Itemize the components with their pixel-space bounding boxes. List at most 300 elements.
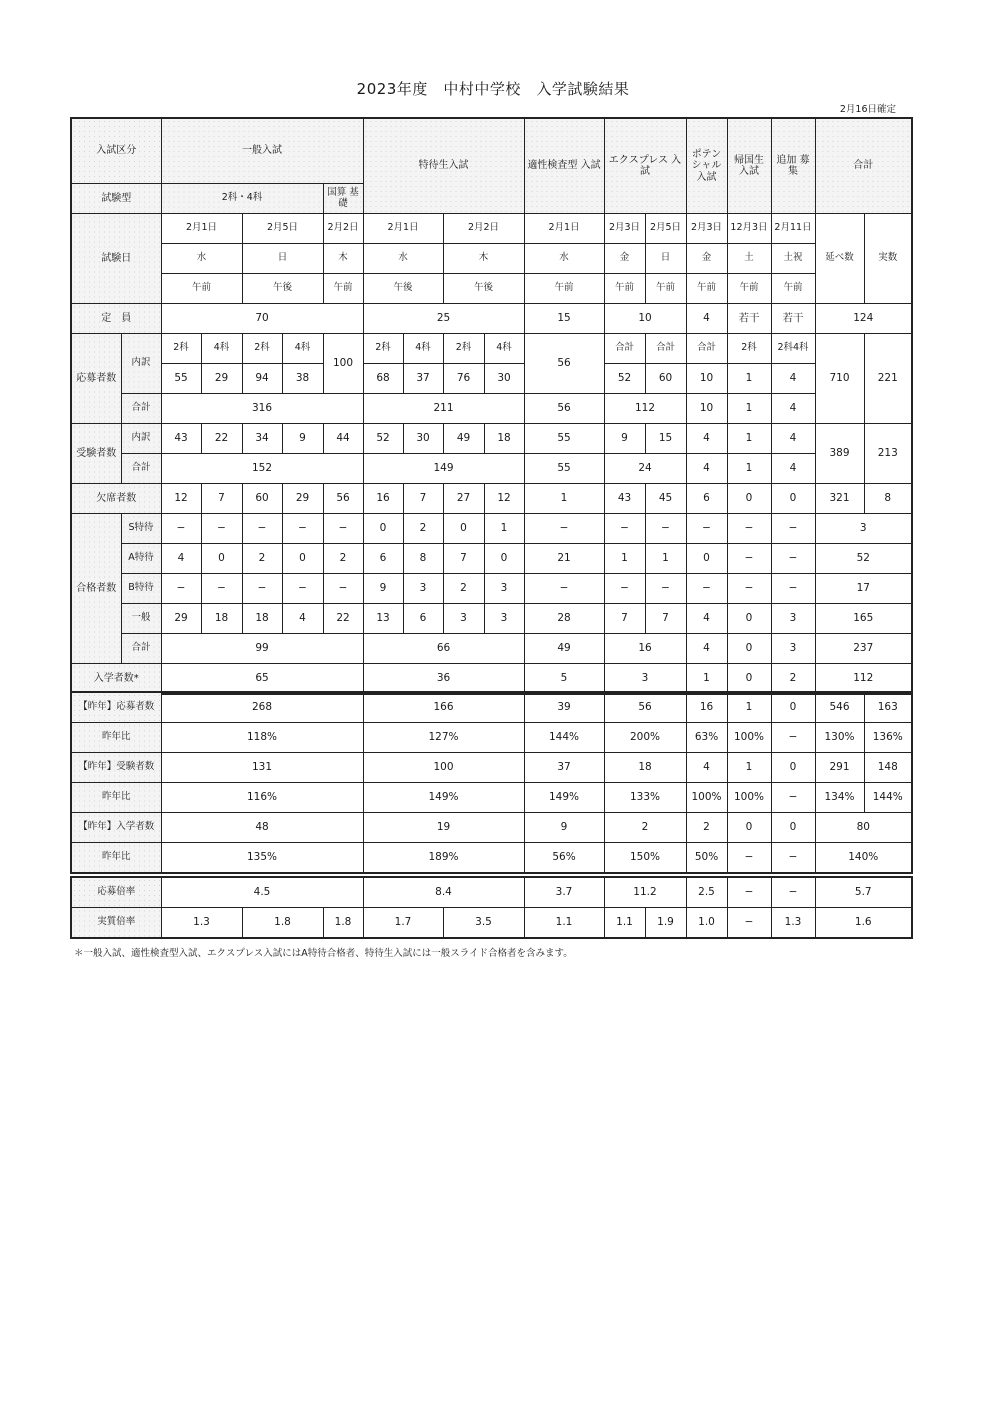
prev-cell: 0 [771, 692, 815, 723]
weekday-cell: 水 [363, 244, 443, 274]
applicants-cell: 29 [201, 364, 242, 394]
potential-header: ポテン シャル 入試 [686, 118, 727, 214]
applicants-total-cell: 56 [524, 394, 604, 424]
ratio-cell: − [727, 877, 771, 908]
ratio-cell: − [727, 908, 771, 939]
applicants-total-label: 合計 [121, 394, 161, 424]
absentees-label: 欠席者数 [71, 484, 161, 514]
capacity-cell: 10 [604, 304, 686, 334]
subject-cell: 合計 [645, 334, 686, 364]
passers-cell: 2 [403, 514, 443, 544]
passers-cell: 29 [161, 604, 201, 634]
applicants-cell: 76 [443, 364, 484, 394]
absentees-cell: 45 [645, 484, 686, 514]
applicants-total-cell: 1 [727, 394, 771, 424]
passers-cell: − [201, 574, 242, 604]
prev-cell: − [771, 843, 815, 874]
passers-cell: − [604, 574, 645, 604]
enrolled-cell: 65 [161, 664, 363, 695]
passers-total-label: 合計 [121, 634, 161, 664]
nobe-header: 延べ数 [815, 214, 864, 304]
passers-cell: 18 [201, 604, 242, 634]
passers-b-row [71, 574, 912, 604]
subject-cell: 2科 [242, 334, 282, 364]
absentees-cell: 7 [201, 484, 242, 514]
prev-cell: 134% [815, 783, 864, 813]
applicants-cell: 10 [686, 364, 727, 394]
examinees-cell: 213 [864, 424, 912, 484]
weekday-cell: 日 [242, 244, 323, 274]
subject-cell: 合計 [604, 334, 645, 364]
applicants-total-cell: 4 [771, 394, 815, 424]
examinees-total-cell: 4 [686, 454, 727, 484]
passers-cell: 0 [727, 604, 771, 634]
prev-examinees-row [71, 753, 912, 783]
tokutai-header: 特待生入試 [363, 118, 524, 214]
tsuika-header: 追加 募集 [771, 118, 815, 214]
examinees-cell: 15 [645, 424, 686, 454]
prev-cell: 131 [161, 753, 363, 783]
ratio-cell: 1.9 [645, 908, 686, 939]
passers-cell: 2 [242, 544, 282, 574]
header-row [71, 118, 912, 184]
applicants-cell: 221 [864, 334, 912, 424]
applicants-cell: 100 [323, 334, 363, 394]
footnote: ＊一般入試、適性検査型入試、エクスプレス入試にはA特待合格者、特待生入試には一般スライド合格者を含みます。 [74, 948, 573, 959]
examinees-cell: 44 [323, 424, 363, 454]
examinees-cell: 30 [403, 424, 443, 454]
prev-ratio-label: 昨年比 [71, 783, 161, 813]
applicants-cell: 94 [242, 364, 282, 394]
prev-cell: 16 [686, 692, 727, 723]
prev-cell: 150% [604, 843, 686, 874]
total-header: 合計 [815, 118, 912, 214]
passers-cell: 0 [686, 544, 727, 574]
absentees-cell: 1 [524, 484, 604, 514]
examinees-total-cell: 55 [524, 454, 604, 484]
absentees-cell: 16 [363, 484, 403, 514]
examinees-cell: 18 [484, 424, 524, 454]
examinees-total-cell: 1 [727, 454, 771, 484]
passers-total-cell: 16 [604, 634, 686, 664]
ratio-cell: − [771, 877, 815, 908]
prev-cell: 149% [524, 783, 604, 813]
ratio-cell: 1.8 [323, 908, 363, 939]
prev-cell: 163 [864, 692, 912, 723]
passers-cell: 3 [771, 604, 815, 634]
prev-cell: 144% [524, 723, 604, 753]
passers-cell: 3 [815, 514, 912, 544]
absentees-cell: 60 [242, 484, 282, 514]
absentees-cell: 321 [815, 484, 864, 514]
date-cell: 2月3日 [604, 214, 645, 244]
absentees-cell: 27 [443, 484, 484, 514]
ratio-cell: 1.0 [686, 908, 727, 939]
passers-cell: − [727, 544, 771, 574]
passers-cell: 1 [604, 544, 645, 574]
passers-cell: − [727, 574, 771, 604]
absentees-cell: 0 [771, 484, 815, 514]
ratio-cell: 1.3 [161, 908, 242, 939]
examinees-total-cell: 24 [604, 454, 686, 484]
ratio-cell: 1.7 [363, 908, 443, 939]
absentees-cell: 6 [686, 484, 727, 514]
enrolled-cell: 1 [686, 664, 727, 695]
examinees-cell: 9 [282, 424, 323, 454]
passers-cell: − [645, 514, 686, 544]
enrolled-cell: 2 [771, 664, 815, 695]
capacity-cell: 25 [363, 304, 524, 334]
examinees-cell: 22 [201, 424, 242, 454]
time-cell: 午前 [524, 274, 604, 304]
weekday-cell: 金 [604, 244, 645, 274]
ratio-cell: 1.6 [815, 908, 912, 939]
prev-cell: 100% [727, 723, 771, 753]
passers-cell: 3 [484, 574, 524, 604]
passers-s-row [71, 514, 912, 544]
passers-cell: − [686, 514, 727, 544]
applicants-cell: 4 [771, 364, 815, 394]
passers-cell: 0 [201, 544, 242, 574]
prev-cell: 200% [604, 723, 686, 753]
prev-applicants-label: 【昨年】応募者数 [71, 692, 161, 723]
application-ratio-label: 応募倍率 [71, 877, 161, 908]
capacity-cell: 若干 [771, 304, 815, 334]
prev-enrolled-label: 【昨年】入学者数 [71, 813, 161, 843]
prev-cell: 166 [363, 692, 524, 723]
time-cell: 午後 [242, 274, 323, 304]
applicants-cell: 52 [604, 364, 645, 394]
applicants-total-cell: 10 [686, 394, 727, 424]
weekday-cell: 水 [161, 244, 242, 274]
prev-cell: 291 [815, 753, 864, 783]
date-cell: 2月2日 [323, 214, 363, 244]
passers-cell: 0 [363, 514, 403, 544]
passers-cell: − [201, 514, 242, 544]
passers-cell: − [323, 514, 363, 544]
prev-cell: 0 [727, 813, 771, 843]
examinees-total-label: 合計 [121, 454, 161, 484]
absentees-cell: 12 [161, 484, 201, 514]
capacity-cell: 4 [686, 304, 727, 334]
examinees-total-cell: 152 [161, 454, 363, 484]
passers-cell: 6 [403, 604, 443, 634]
prev-ratio-label: 昨年比 [71, 843, 161, 874]
prev-cell: 50% [686, 843, 727, 874]
prev-cell: 133% [604, 783, 686, 813]
passers-total-cell: 3 [771, 634, 815, 664]
ratio-cell: 3.5 [443, 908, 524, 939]
absentees-cell: 7 [403, 484, 443, 514]
passers-cell: − [242, 514, 282, 544]
examinees-cell: 43 [161, 424, 201, 454]
passers-cell: 4 [282, 604, 323, 634]
actual-ratio-label: 実質倍率 [71, 908, 161, 939]
applicants-sub-row [71, 334, 912, 364]
enrolled-row [71, 664, 912, 695]
prev-examinees-ratio-row [71, 783, 912, 813]
weekday-cell: 日 [645, 244, 686, 274]
applicants-cell: 1 [727, 364, 771, 394]
passers-cell: 4 [686, 604, 727, 634]
passers-cell: 18 [242, 604, 282, 634]
passers-cell: 2 [443, 574, 484, 604]
time-cell: 午前 [161, 274, 242, 304]
examinees-cell: 4 [771, 424, 815, 454]
capacity-cell: 124 [815, 304, 912, 334]
passers-cell: − [727, 514, 771, 544]
passers-cell: 3 [443, 604, 484, 634]
prev-ratio-label: 昨年比 [71, 723, 161, 753]
exam-type-kokusan: 国算 基礎 [323, 184, 363, 214]
capacity-cell: 若干 [727, 304, 771, 334]
prev-enrolled-row [71, 813, 912, 843]
prev-cell: 19 [363, 813, 524, 843]
prev-cell: 2 [686, 813, 727, 843]
examinees-cell: 9 [604, 424, 645, 454]
applicants-cell: 68 [363, 364, 403, 394]
passers-cell: 1 [484, 514, 524, 544]
passers-cell: − [524, 514, 604, 544]
prev-cell: 0 [771, 813, 815, 843]
ratio-cell: 3.7 [524, 877, 604, 908]
weekday-row [71, 244, 912, 274]
time-cell: 午前 [727, 274, 771, 304]
prev-cell: 144% [864, 783, 912, 813]
prev-cell: 268 [161, 692, 363, 723]
enrolled-cell: 5 [524, 664, 604, 695]
applicants-cell: 37 [403, 364, 443, 394]
tekisei-header: 適性検査型 入試 [524, 118, 604, 214]
passers-label: 合格者数 [71, 514, 121, 664]
examinees-breakdown-label: 内訳 [121, 424, 161, 454]
passers-total-cell: 66 [363, 634, 524, 664]
subject-cell: 4科 [201, 334, 242, 364]
examinees-row [71, 424, 912, 454]
jissu-header: 実数 [864, 214, 912, 304]
subject-cell: 4科 [403, 334, 443, 364]
passers-cell: 8 [403, 544, 443, 574]
passers-cell: 22 [323, 604, 363, 634]
applicants-cell: 56 [524, 334, 604, 394]
prev-cell: − [771, 723, 815, 753]
prev-cell: 148 [864, 753, 912, 783]
applicants-total-cell: 211 [363, 394, 524, 424]
absentees-cell: 56 [323, 484, 363, 514]
prev-cell: 149% [363, 783, 524, 813]
passers-a-row [71, 544, 912, 574]
passers-general-row [71, 604, 912, 634]
time-cell: 午前 [771, 274, 815, 304]
passers-total-cell: 4 [686, 634, 727, 664]
examinees-cell: 55 [524, 424, 604, 454]
passers-cell: − [604, 514, 645, 544]
actual-ratio-row [71, 908, 912, 939]
weekday-cell: 金 [686, 244, 727, 274]
applicants-cell: 30 [484, 364, 524, 394]
prev-cell: 136% [864, 723, 912, 753]
passers-cell: − [771, 544, 815, 574]
ratio-cell: 1.1 [524, 908, 604, 939]
passers-cell: − [282, 514, 323, 544]
passers-cell: 13 [363, 604, 403, 634]
exam-type-2-4: 2科・4科 [161, 184, 323, 214]
prev-cell: 80 [815, 813, 912, 843]
prev-cell: 1 [727, 692, 771, 723]
passers-cell: − [771, 574, 815, 604]
weekday-cell: 土 [727, 244, 771, 274]
absentees-cell: 12 [484, 484, 524, 514]
capacity-cell: 15 [524, 304, 604, 334]
date-cell: 2月1日 [161, 214, 242, 244]
date-cell: 2月2日 [443, 214, 524, 244]
exam-date-row [71, 214, 912, 244]
applicants-cell: 55 [161, 364, 201, 394]
prev-cell: 100% [686, 783, 727, 813]
prev-applicants-row [71, 692, 912, 723]
prev-cell: 100% [727, 783, 771, 813]
ratio-cell: 4.5 [161, 877, 363, 908]
passers-cell: − [771, 514, 815, 544]
absentees-row [71, 484, 912, 514]
enrolled-cell: 0 [727, 664, 771, 695]
applicants-cell: 710 [815, 334, 864, 424]
passers-cell: 0 [282, 544, 323, 574]
subject-cell: 4科 [282, 334, 323, 364]
prev-cell: 48 [161, 813, 363, 843]
absentees-cell: 29 [282, 484, 323, 514]
passers-cell: 7 [645, 604, 686, 634]
date-cell: 12月3日 [727, 214, 771, 244]
enrolled-label: 入学者数* [71, 664, 161, 695]
passers-cell: − [323, 574, 363, 604]
examinees-cell: 34 [242, 424, 282, 454]
passers-cell: − [686, 574, 727, 604]
prev-cell: 546 [815, 692, 864, 723]
prev-cell: 0 [771, 753, 815, 783]
confirmation-date: 2月16日確定 [839, 104, 896, 115]
passers-cell: 7 [443, 544, 484, 574]
subject-cell: 4科 [484, 334, 524, 364]
time-cell: 午後 [443, 274, 524, 304]
examinees-cell: 4 [686, 424, 727, 454]
passers-cell: 6 [363, 544, 403, 574]
time-cell: 午前 [323, 274, 363, 304]
time-row [71, 274, 912, 304]
ratio-cell: 1.3 [771, 908, 815, 939]
prev-cell: 63% [686, 723, 727, 753]
time-cell: 午前 [604, 274, 645, 304]
date-cell: 2月1日 [363, 214, 443, 244]
applicants-value-row [71, 364, 912, 394]
time-cell: 午前 [645, 274, 686, 304]
express-header: エクスプレス 入試 [604, 118, 686, 214]
passers-cell: 2 [323, 544, 363, 574]
prev-enrolled-ratio-row [71, 843, 912, 874]
examinees-total-cell: 149 [363, 454, 524, 484]
absentees-cell: 43 [604, 484, 645, 514]
prev-cell: 135% [161, 843, 363, 874]
subject-cell: 2科 [161, 334, 201, 364]
applicants-total-cell: 316 [161, 394, 363, 424]
weekday-cell: 水 [524, 244, 604, 274]
weekday-cell: 土祝 [771, 244, 815, 274]
applicants-label: 応募者数 [71, 334, 121, 424]
prev-cell: 4 [686, 753, 727, 783]
examinees-cell: 52 [363, 424, 403, 454]
time-cell: 午前 [686, 274, 727, 304]
passers-cell: 28 [524, 604, 604, 634]
examinees-label: 受験者数 [71, 424, 121, 484]
weekday-cell: 木 [323, 244, 363, 274]
passers-cell: − [645, 574, 686, 604]
previous-year-table [70, 691, 913, 874]
passers-general-label: 一般 [121, 604, 161, 634]
prev-cell: − [727, 843, 771, 874]
ratio-cell: 1.8 [242, 908, 323, 939]
passers-a-label: A特待 [121, 544, 161, 574]
prev-applicants-ratio-row [71, 723, 912, 753]
exam-date-label: 試験日 [71, 214, 161, 304]
enrolled-cell: 36 [363, 664, 524, 695]
subject-cell: 2科 [443, 334, 484, 364]
passers-b-label: B特待 [121, 574, 161, 604]
examinees-cell: 49 [443, 424, 484, 454]
date-cell: 2月3日 [686, 214, 727, 244]
passers-cell: 9 [363, 574, 403, 604]
ratio-cell: 2.5 [686, 877, 727, 908]
passers-cell: 17 [815, 574, 912, 604]
passers-cell: − [242, 574, 282, 604]
prev-cell: 56 [604, 692, 686, 723]
passers-cell: − [524, 574, 604, 604]
exam-type-label: 試験型 [71, 184, 161, 214]
passers-total-cell: 49 [524, 634, 604, 664]
weekday-cell: 木 [443, 244, 524, 274]
passers-total-row [71, 634, 912, 664]
passers-cell: 0 [484, 544, 524, 574]
passers-cell: 0 [443, 514, 484, 544]
results-table [70, 117, 913, 695]
enrolled-cell: 3 [604, 664, 686, 695]
date-cell: 2月11日 [771, 214, 815, 244]
kikoku-header: 帰国生 入試 [727, 118, 771, 214]
prev-cell: 2 [604, 813, 686, 843]
passers-cell: 21 [524, 544, 604, 574]
prev-cell: 118% [161, 723, 363, 753]
entrance-category-header: 入試区分 [71, 118, 161, 184]
passers-cell: − [161, 514, 201, 544]
passers-s-label: S特待 [121, 514, 161, 544]
ratio-cell: 5.7 [815, 877, 912, 908]
passers-cell: 165 [815, 604, 912, 634]
enrolled-cell: 112 [815, 664, 912, 695]
passers-total-cell: 0 [727, 634, 771, 664]
subject-cell: 2科4科 [771, 334, 815, 364]
examinees-total-row [71, 454, 912, 484]
application-ratio-row [71, 877, 912, 908]
ratio-cell: 1.1 [604, 908, 645, 939]
prev-cell: 140% [815, 843, 912, 874]
prev-cell: 189% [363, 843, 524, 874]
capacity-cell: 70 [161, 304, 363, 334]
prev-cell: 1 [727, 753, 771, 783]
time-cell: 午後 [363, 274, 443, 304]
prev-cell: 37 [524, 753, 604, 783]
prev-cell: 39 [524, 692, 604, 723]
ratio-cell: 11.2 [604, 877, 686, 908]
passers-cell: − [161, 574, 201, 604]
